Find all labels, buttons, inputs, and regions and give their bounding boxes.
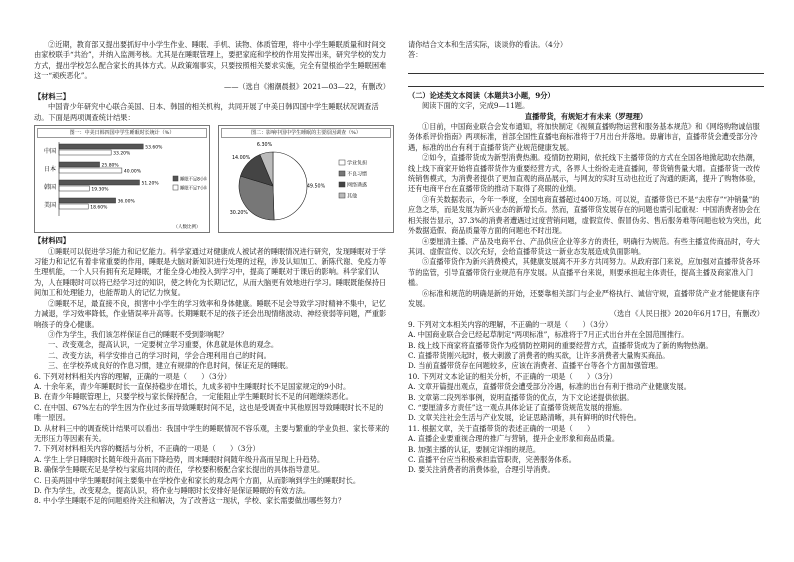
section-2-intro: 阅读下面的文字，完成9—11题。 <box>422 101 530 111</box>
q-continued: 请你结合文本和生活实际，谈谈你的看法。（4分） <box>408 40 568 49</box>
answer-label: 答： <box>408 50 423 60</box>
left-column <box>34 40 390 507</box>
paragraph: ②如今，直播带货成为新型消费热潮。疫情防控期间，依托线下主播带货的方式在全国各地掀起助农热潮，线上线下商家开始将直播带货作为重要经营方式，各界人士纷纷走进直播间，带货销售量大增。直播带货一改传统销售模式，为消费者提供了更加直观的商品展示，与网友的实时互动也拉近了沟通的距离，提升了购物体验，还有电商平台在直播带货的推动下取得了亮眼的业绩。 <box>408 153 761 194</box>
material-4-body <box>34 247 390 372</box>
question-option[interactable]: D. 要关注消费者的消费体验，合理引导消费。 <box>408 465 555 475</box>
paragraph: ①睡眠可以促进学习能力和记忆能力。科学家通过对健康成人被试者的睡眠情况进行研究，发现睡眠对于学习能力和记忆有着非常重要的作用，睡眠是大脑对新知识进行处理的过程，涉及认知加工、新陈代谢、免疫力等生理机能，一个人只有拥有充足睡眠，才能全身心地投入到学习中，提高了睡眠对于课后的影响。科学家们认为，人在睡眠时可以将已经学习过的知识，使之转化为长期记忆，从而大脑更有效地进行学习。睡眠既能保持日间加工和处理能力，也能帮助人的记忆力恢复。 <box>34 246 387 298</box>
bar <box>59 186 89 191</box>
category-label: 美国 <box>43 202 56 210</box>
data-label: 40.00% <box>123 169 142 175</box>
bar <box>59 162 100 167</box>
question-option[interactable]: A. 文章开篇提出观点，直播带货会遭受部分冷遇，标准的出台有利于推动产业健康发展。 <box>408 382 691 392</box>
legend-swatch <box>173 176 178 181</box>
data-label: 19.30% <box>91 187 109 193</box>
paragraph: ①目前，中国商业联合会发布通知，将加快制定《视频直播购物运营和服务基本规范》和《网络购物诚信服务体系评价指南》两项标准，首部全国性直播电商标准将于7月出台并落地。毋庸讳言，直播带货会遭受部分冷遇，标准的出台有利于直播带货产业规范健康发展。 <box>408 122 760 152</box>
bar <box>59 198 116 203</box>
question-option[interactable]: B. 线上线下商家将直播带货作为疫情防控期间的重要经营方式，直播带货成为了新的购物热潮。 <box>408 340 713 350</box>
question-stem: 11. 根据文章，关于直播带货的表述正确的一项是（ ） <box>408 423 595 433</box>
data-label: 53.60% <box>145 145 163 151</box>
legend-swatch <box>339 193 345 198</box>
question-option[interactable]: C. 直播平台应当积极承担监管职责，完善服务体系。 <box>408 455 576 465</box>
article-body <box>408 122 764 309</box>
paragraph: 一、改变观念，提高认识，一定要树立学习重要，休息就是休息的观念。 <box>48 340 279 350</box>
question-option[interactable]: A. 直播企业要重视合理的推广与营销，提升企业形象和商品质量。 <box>408 434 620 444</box>
question-stem: 7. 下列对材料相关内容的概括与分析，不正确的一项是（ ）（3分） <box>34 444 260 454</box>
section-2-title: （二）论述类文本阅读（本题共3小题，9分） <box>408 90 555 100</box>
question-option[interactable]: B. 加强主播的认证，要制定详细的规范。 <box>408 444 541 454</box>
legend-swatch <box>339 160 345 165</box>
question-stem: 8. 中小学生睡眠不足的问题亟待关注和解决，为了改善这一现状，学校、家长需要做出哪些努力？ <box>34 496 346 506</box>
bar <box>59 150 111 155</box>
legend-label: 不良习惯 <box>347 171 368 178</box>
legend-label: 学业负担 <box>347 160 368 167</box>
bar <box>59 180 139 185</box>
pie-chart-box <box>218 125 394 233</box>
material-4-title: 【材料四】 <box>34 236 70 246</box>
paragraph: ③有关数据表示，今年一季度，全国电商直播超过400万场。可以说，直播带货已不是“去库存”“冲销量”的应急之举，而是发展为新兴业态的新增长点。然而，直播带货发展存在的问题也需引起重视：中国消费者协会在相关报告显示，37.3%的消费者遭遇过过度营销问题，虚假宣传、假冒伪劣、售后服务难等问题也较为突出，此外数据造假、商品质量等方面的问题也不时出现。 <box>408 194 762 236</box>
question-option[interactable]: D. 文章关注社会生活与产业发展，论证思路清晰，具有鲜明的时代特色。 <box>408 413 641 423</box>
paragraph: ⑤直播带货作为新兴消费模式，其健康发展离不开多方共同努力。从政府部门来说，应加强对直播带货各环节的监管，引导直播带货行业规范有序发展。从直播平台来说，则要承担起主体责任，提高主播及商家准入门槛。 <box>408 257 760 288</box>
question-option[interactable]: A. 十余年来，青少年睡眠时长一直保持稳步在增长，九成多初中生睡眠时长不足国家规定的9小时。 <box>34 381 351 391</box>
source-note-1: ——（选自《湘潮晨报》2021—03—22，有删改） <box>224 81 390 91</box>
legend-swatch <box>339 182 345 187</box>
bar-chart-box <box>34 125 210 233</box>
question-option[interactable]: D. 从材料三中的调查统计结果可以看出：我国中学生的睡眠情况不容乐观，主要与繁重的学业负担、家长带来的无形压力等因素有关。 <box>34 423 390 443</box>
left-top-paras <box>34 40 390 82</box>
question-option[interactable]: B. 在青少年睡眠管理上，只要学校与家长保持配合，一定能阻止学生睡眠时长不足的问题继续恶化。 <box>34 392 353 402</box>
slice-label: 49.50% <box>306 184 326 190</box>
source-note-2: （选自《人民日报》2020年6月17日，有删改） <box>609 309 764 319</box>
bar <box>59 168 122 173</box>
answer-line-2[interactable] <box>408 76 764 87</box>
question-option[interactable]: A. 学生上学日睡眠时长随年级升高而下降趋势，周末睡眠时间随年级升高而呈现上升趋势。 <box>34 454 325 464</box>
legend-swatch <box>173 185 178 190</box>
legend-label: 其他 <box>347 193 358 200</box>
question-option[interactable]: C. 日美两国中学生睡眠时间主要集中在学校作业和家长的观念两个方面，从而影响到学生的睡眠时长。 <box>34 475 361 485</box>
pie-slice <box>273 152 307 220</box>
paragraph: ⑥标准和规范的明确是新的开始，还要靠相关部门与企业严格执行、诚信守规，直播带货产业才能健康有序发展。 <box>408 288 760 308</box>
bar <box>59 204 88 209</box>
article-title: 直播带货，有规矩才有未来（罗理理） <box>524 111 648 121</box>
legend-swatch <box>339 171 345 176</box>
data-label: 25.80% <box>101 163 119 169</box>
answer-line-1[interactable] <box>408 63 764 74</box>
paragraph: ②睡眠不足，最直接不良，损害中小学生的学习效率和身体健康。睡眠不足会导致学习时精神不集中，记忆力减退，学习效率降低，作业错误率升高等。长期睡眠不足的孩子还会出现情绪波动、神经衰弱等问题，严重影响孩子的身心健康。 <box>34 298 387 329</box>
pie-chart-title: 图二：影响中国中学生睡眠的主要原因调查（%） <box>221 128 391 138</box>
slice-label: 6.30% <box>256 143 273 149</box>
paragraph: 三、在学校养成良好的作息习惯，建立有规律的作息时间，保证充足的睡眠。 <box>48 361 293 371</box>
bar-chart-title: 图一：中美日韩四国中学生睡眠时长统计（%） <box>37 128 207 138</box>
material-3-title: 【材料三】 <box>34 92 70 102</box>
pie-chart <box>221 140 391 232</box>
question-option[interactable]: C. 直播带货刚兴起时，极大刺激了消费者的购买欲，让许多消费者大量购买商品。 <box>408 350 670 360</box>
data-label: 51.20% <box>141 181 159 187</box>
category-label: 韩国 <box>43 184 56 192</box>
question-stem: 6. 下列对材料相关内容的理解，正确的一项是（ ）（3分） <box>34 371 231 381</box>
paragraph: ②近期，教育部又提出要抓好中小学生作业、睡眠、手机、读物、体质管理，将中小学生睡眠质量和时间交由家校联手“共治”，并纳入监测考核。尤其是在睡眠管理上，要把家庭和学校的作用发挥出来，研究学校的发力方式，提出学校怎么配合家长的具体方式。从政策端事实，只要按照相关要求实施，完全有望根治学生睡眠困难这一“顽疾恶化”。 <box>34 40 387 81</box>
question-option[interactable]: D. 当前直播带货存在问题较多，应该在消费者、直播平台等各个方面加强管理。 <box>408 361 663 371</box>
right-questions <box>408 320 764 476</box>
right-column <box>408 40 764 476</box>
paragraph: 二、改变方法，科学安排自己的学习时间，学会合理利用自己的时间。 <box>48 350 271 360</box>
question-option[interactable]: A. 中国商业联合会已经起草制定“两项标准”，标准将于7月正式出台并在全国范围推行。 <box>408 330 689 340</box>
question-option[interactable]: B. 文章第二段列举事例，说明直播带货的优点，为下文论述提供依据。 <box>408 392 634 402</box>
legend-label: 睡眠不足7小时 <box>180 186 207 192</box>
bar-chart <box>37 140 207 232</box>
category-label: 日本 <box>43 166 56 174</box>
data-label: 36.00% <box>117 199 135 205</box>
question-stem: 10. 下列对文本论证的相关分析，不正确的一项是（ ）（3分） <box>408 371 617 381</box>
slice-label: 14.00% <box>231 156 251 162</box>
paragraph: ③作为学生，我们该怎样保证自己的睡眠不受到影响呢？ <box>48 329 228 339</box>
data-label: 33.20% <box>113 151 131 157</box>
question-option[interactable]: B. 确保学生睡眠充足是学校与家庭共同的责任，学校要积极配合家长提出的具体指导意见。 <box>34 465 325 475</box>
question-option[interactable]: C. “要厘清多方责任”这一观点具体论证了直播带货规范发展的措施。 <box>408 403 627 412</box>
slice-label: 30.20% <box>229 211 249 217</box>
legend-label: 睡眠不足8小时 <box>180 177 207 183</box>
data-label: 18.60% <box>90 205 108 211</box>
legend-label: 网络诱惑 <box>347 182 368 189</box>
question-option[interactable]: D. 作为学生，改变观念，提高认识，将作业与睡眠时长安排好是保证睡眠的有效方法。 <box>34 486 311 495</box>
bar <box>59 144 143 149</box>
left-questions <box>34 372 390 507</box>
x-axis-label: （人数比例） <box>173 225 201 231</box>
question-stem: 9. 下列对文本相关内容的理解，不正确的一项是（ ）（3分） <box>408 319 613 329</box>
category-label: 中国 <box>43 148 56 156</box>
paragraph: ④要厘清主播、产品及电商平台、产品供应企业等多方的责任，明确行为规范。有些主播宣传商品时，夸大其词、虚假宣传、以次充好，会给直播带货这一新业态发展造成负面影响。 <box>408 236 760 256</box>
question-option[interactable]: C. 在中国、67%左右的学生因为作业过多而导致睡眠时间不足，这也是受调查中其他原因导致睡眠时长不足的唯一原因。 <box>34 402 384 423</box>
material-3-text: 中国青少年研究中心联合美国、日本、韩国的相关机构，共同开展了中美日韩四国中学生睡眠状况调查活动。下面是两项调查统计结果： <box>34 102 379 122</box>
charts-row <box>34 125 390 233</box>
